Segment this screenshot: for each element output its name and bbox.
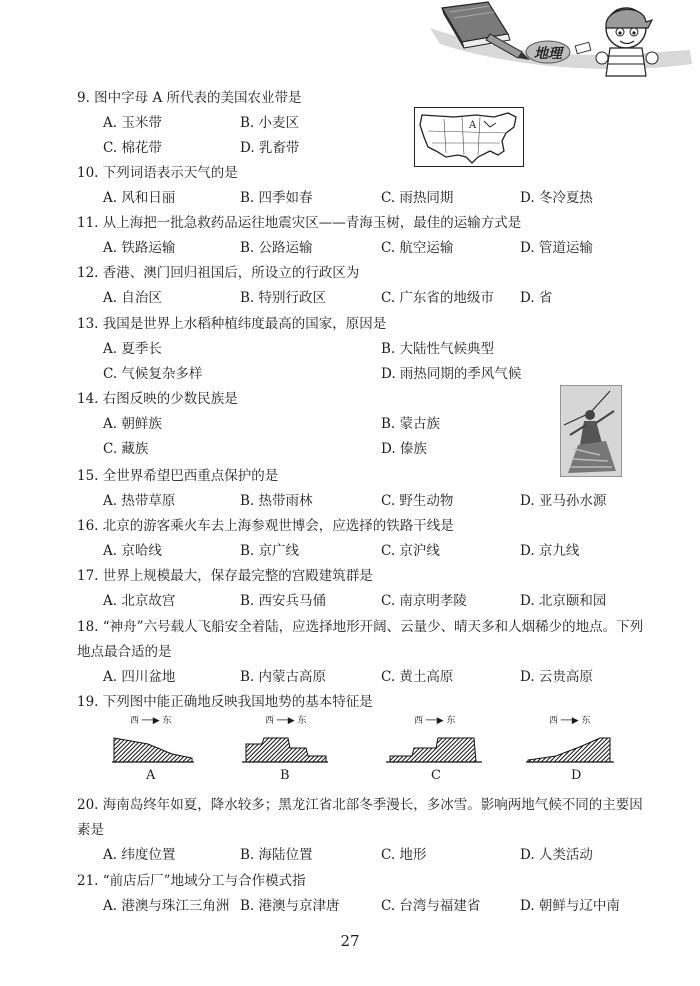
q15-option-c: C. 野生动物 <box>381 493 454 509</box>
q14-option-d: D. 傣族 <box>381 441 427 457</box>
q20-option-b: B. 海陆位置 <box>240 847 313 863</box>
q21-option-c: C. 台湾与福建省 <box>381 898 481 914</box>
question-13-stem: 13. 我国是世界上水稻种植纬度最高的国家，原因是 <box>77 316 387 332</box>
terrain-a-letter: A <box>146 768 156 783</box>
us-map-figure <box>414 107 524 167</box>
q13-option-a: A. 夏季长 <box>103 341 162 357</box>
q18-option-a: A. 四川盆地 <box>103 669 176 685</box>
terrain-a-caption: 西 ──▶ 东 <box>130 716 172 726</box>
question-10-stem: 10. 下列词语表示天气的是 <box>77 165 238 181</box>
q21-option-d: D. 朝鲜与辽中南 <box>520 898 620 914</box>
q11-option-d: D. 管道运输 <box>520 240 593 256</box>
q10-option-a: A. 风和日丽 <box>103 190 176 206</box>
q10-option-d: D. 冬冷夏热 <box>520 190 593 206</box>
q10-option-b: B. 四季如春 <box>240 190 313 206</box>
q11-option-a: A. 铁路运输 <box>103 240 176 256</box>
question-9-stem: 9. 图中字母 A 所代表的美国农业带是 <box>77 90 302 106</box>
terrain-d-letter: D <box>571 768 582 783</box>
question-11-stem: 11. 从上海把一批急救药品运往地震灾区——青海玉树，最佳的运输方式是 <box>77 215 522 231</box>
question-15-stem: 15. 全世界希望巴西重点保护的是 <box>77 468 279 484</box>
q21-option-b: B. 港澳与京津唐 <box>240 898 340 914</box>
q20-option-c: C. 地形 <box>381 847 427 863</box>
terrain-b-letter: B <box>280 768 290 783</box>
q13-option-d: D. 雨热同期的季风气候 <box>381 366 522 382</box>
question-18-stem: 18. “神舟”六号载人飞船安全着陆，应选择地形开阔、云量少、晴天多和人烟稀少的地点。下列 <box>77 619 644 635</box>
q20-option-d: D. 人类活动 <box>520 847 593 863</box>
question-12-stem: 12. 香港、澳门回归祖国后，所设立的行政区为 <box>77 265 360 281</box>
question-16-stem: 16. 北京的游客乘火车去上海参观世博会，应选择的铁路干线是 <box>77 518 454 534</box>
q14-option-b: B. 蒙古族 <box>381 416 441 432</box>
subject-badge: 地理 <box>534 46 562 62</box>
q11-option-b: B. 公路运输 <box>240 240 313 256</box>
dancer-picture <box>560 385 622 477</box>
q18-option-b: B. 内蒙古高原 <box>240 669 327 685</box>
q16-option-d: D. 京九线 <box>520 543 580 559</box>
q18-option-d: D. 云贵高原 <box>520 669 593 685</box>
question-14-stem: 14. 右图反映的少数民族是 <box>77 391 238 407</box>
question-18-stem-cont: 地点最合适的是 <box>77 644 172 660</box>
terrain-profile-d <box>526 730 614 764</box>
q13-option-c: C. 气候复杂多样 <box>103 366 203 382</box>
terrain-c-caption: 西 ──▶ 东 <box>414 716 456 726</box>
q17-option-d: D. 北京颐和园 <box>520 593 607 609</box>
terrain-d-caption: 西 ──▶ 东 <box>549 716 591 726</box>
q12-option-c: C. 广东省的地级市 <box>381 290 494 306</box>
us-map-label: A <box>469 120 477 131</box>
terrain-profile-b <box>242 730 328 764</box>
q9-option-d: D. 乳畜带 <box>240 140 300 156</box>
q16-option-a: A. 京哈线 <box>103 543 162 559</box>
q17-option-a: A. 北京故宫 <box>103 593 176 609</box>
q17-option-b: B. 西安兵马俑 <box>240 593 327 609</box>
q16-option-b: B. 京广线 <box>240 543 300 559</box>
q11-option-c: C. 航空运输 <box>381 240 454 256</box>
page-number: 27 <box>340 932 360 950</box>
terrain-profile-c <box>386 730 482 764</box>
terrain-b-caption: 西 ──▶ 东 <box>265 716 307 726</box>
q9-option-c: C. 棉花带 <box>103 140 162 156</box>
q14-option-c: C. 藏族 <box>103 441 149 457</box>
q15-option-d: D. 亚马孙水源 <box>520 493 607 509</box>
q15-option-a: A. 热带草原 <box>103 493 176 509</box>
q18-option-c: C. 黄土高原 <box>381 669 454 685</box>
q12-option-d: D. 省 <box>520 290 553 306</box>
question-19-stem: 19. 下列图中能正确地反映我国地势的基本特征是 <box>77 694 373 710</box>
q15-option-b: B. 热带雨林 <box>240 493 313 509</box>
q21-option-a: A. 港澳与珠江三角洲 <box>103 898 230 914</box>
question-21-stem: 21. “前店后厂”地域分工与合作模式指 <box>77 873 306 889</box>
q12-option-a: A. 自治区 <box>103 290 162 306</box>
q9-option-a: A. 玉米带 <box>103 115 162 131</box>
question-20-stem: 20. 海南岛终年如夏，降水较多；黑龙江省北部冬季漫长，多冰雪。影响两地气候不同的主要因 <box>77 797 643 813</box>
question-17-stem: 17. 世界上规模最大，保存最完整的宫殿建筑群是 <box>77 568 373 584</box>
terrain-c-letter: C <box>431 768 441 783</box>
q13-option-b: B. 大陆性气候典型 <box>381 341 495 357</box>
q16-option-c: C. 京沪线 <box>381 543 440 559</box>
question-20-stem-cont: 素是 <box>77 822 104 838</box>
q17-option-c: C. 南京明孝陵 <box>381 593 467 609</box>
q9-option-b: B. 小麦区 <box>240 115 300 131</box>
q14-option-a: A. 朝鲜族 <box>103 416 162 432</box>
q12-option-b: B. 特别行政区 <box>240 290 327 306</box>
q10-option-c: C. 雨热同期 <box>381 190 454 206</box>
header-decoration <box>430 0 700 80</box>
terrain-profile-a <box>112 730 194 764</box>
q20-option-a: A. 纬度位置 <box>103 847 176 863</box>
